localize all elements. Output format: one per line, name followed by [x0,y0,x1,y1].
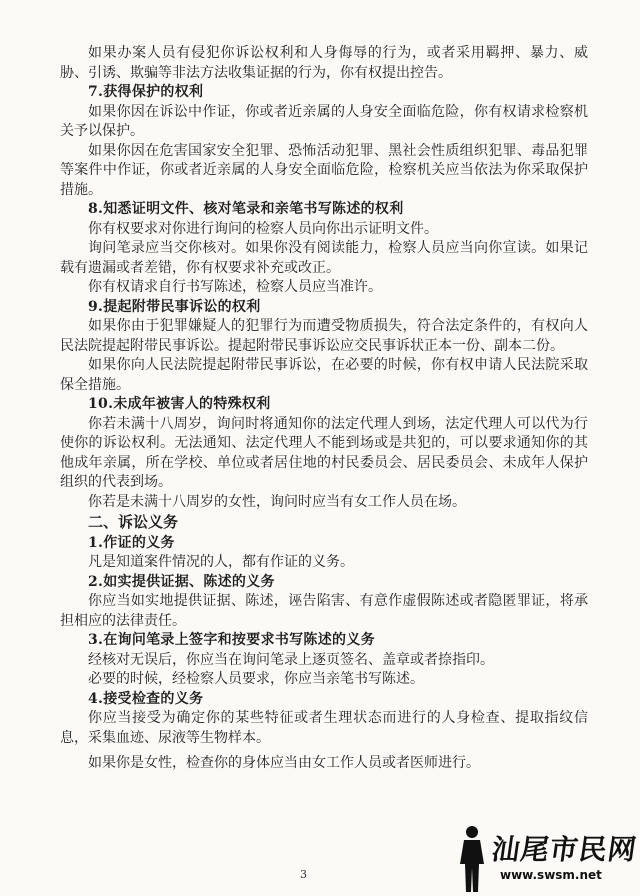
paragraph: 你若是未满十八周岁的女性，询问时应当有女工作人员在场。 [88,493,466,510]
section-heading: 8.知悉证明文件、核对笔录和亲笔书写陈述的权利 [88,201,404,217]
paragraph: 如果你由于犯罪嫌疑人的犯罪行为而遭受物质损失，符合法定条件的，有权向人民法院提起附带民事诉讼。提起附带民事诉讼应交民事诉状正本一份、副本二份。 [60,318,588,354]
paragraph: 你有权要求对你进行询问的检察人员向你出示证明文件。 [88,220,438,237]
page-number: 3 [300,868,307,881]
chapter-heading: 二、诉讼义务 [88,513,179,531]
paragraph: 你有权请求自行书写陈述，检察人员应当准许。 [88,279,382,295]
watermark-url: www.swsm.net [500,868,602,882]
section-heading: 4.接受检查的义务 [88,690,204,707]
paragraph: 凡是知道案件情况的人，都有作证的义务。 [88,554,354,570]
section-heading: 10.未成年被害人的特殊权利 [88,396,271,412]
paragraph: 如果你是女性，检查你的身体应当由女工作人员或者医师进行。 [88,755,480,771]
section-heading: 7.获得保护的权利 [88,84,204,100]
paragraph: 经核对无误后，你应当在询问笔录上逐页签名、盖章或者捺指印。 [88,651,494,668]
paragraph: 询问笔录应当交你核对。如果你没有阅读能力，检察人员应当向你宣读。如果记载有遗漏或者差错，你有权要求补充或改正。 [60,240,588,276]
paragraph: 你应当如实地提供证据、陈述，诬告陷害、有意作虚假陈述或者隐匿罪证，将承担相应的法律责任。 [60,593,588,629]
watermark [452,824,640,894]
paragraph: 如果你因在危害国家安全犯罪、恐怖活动犯罪、黑社会性质组织犯罪、毒品犯罪等案件中作证，你或者近亲属的人身安全面临危险，检察机关应当依法为你采取保护措施。 [60,142,588,198]
paragraph: 如果你向人民法院提起附带民事诉讼，在必要的时候，你有权申请人民法院采取保全措施。 [60,357,588,393]
paragraph: 必要的时候，经检察人员要求，你应当亲笔书写陈述。 [88,671,424,687]
section-heading: 1.作证的义务 [88,534,175,551]
section-heading: 2.如实提供证据、陈述的义务 [88,573,275,590]
section-heading: 9.提起附带民事诉讼的权利 [88,298,261,315]
paragraph: 如果办案人员有侵犯你诉讼权利和人身侮辱的行为，或者采用羁押、暴力、威胁、引诱、欺骗等非法方法收集证据的行为，你有权提出控告。 [60,45,588,81]
document-page [60,44,588,774]
watermark-site-name: 汕尾市民网 [489,833,640,866]
paragraph: 你若未满十八周岁，询问时将通知你的法定代理人到场，法定代理人可以代为行使你的诉讼权利。无法通知、法定代理人不能到场或是共犯的，可以要求通知你的其他成年亲属，所在学校、单位或者居住地的村民委员会、居民委员会、未成年人保护组织的代表到场。 [60,415,588,490]
paragraph: 如果你因在诉讼中作证，你或者近亲属的人身安全面临危险，你有权请求检察机关予以保护。 [60,103,588,139]
paragraph: 你应当接受为确定你的某些特征或者生理状态而进行的人身检查、提取指纹信息，采集血迹、尿液等生物样本。 [60,710,588,746]
section-heading: 3.在询问笔录上签字和按要求书写陈述的义务 [88,632,375,648]
